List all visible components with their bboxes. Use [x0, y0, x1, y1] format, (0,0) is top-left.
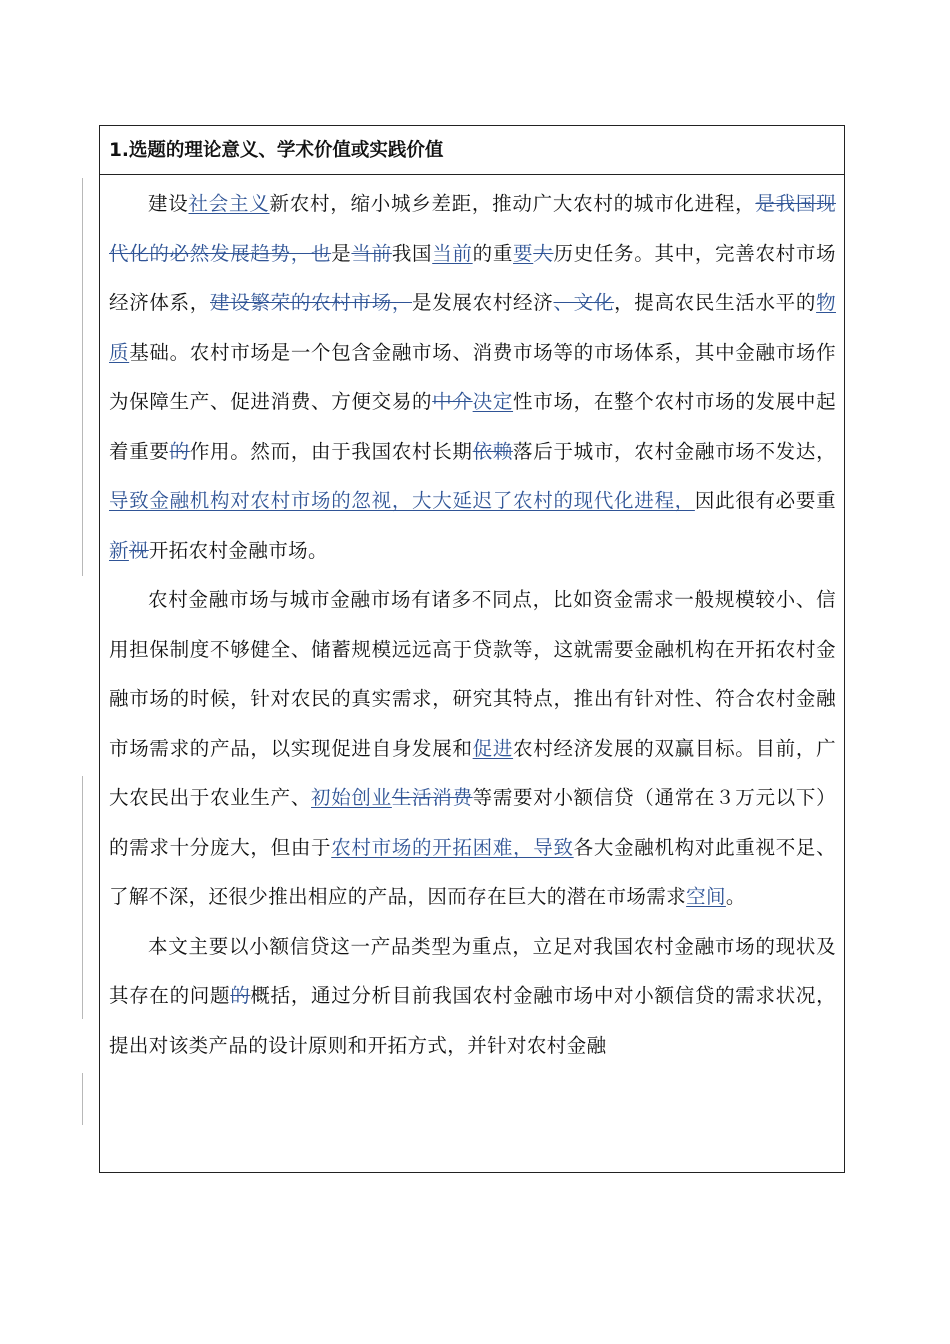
- deleted-text: 大: [533, 241, 554, 265]
- text: 我国: [391, 241, 433, 265]
- text: 落后于城市，农村金融市场不发达，: [513, 439, 836, 463]
- section-heading: 1.选题的理论意义、学术价值或实践价值: [100, 126, 844, 175]
- table-cell-box: [99, 125, 845, 1173]
- deleted-text: 、文化: [553, 291, 615, 314]
- inserted-text: 要: [513, 241, 534, 265]
- text: 建设: [148, 192, 189, 215]
- text: 基础。农村市场是一个包含金融市场、消费市场等的市场体系，其中金融市场作为保障生产、促进消费、方便交易的: [109, 340, 836, 413]
- deleted-text: 当前: [351, 241, 392, 265]
- deleted-text: 是我国现代化的必然发展趋势，也: [109, 192, 836, 265]
- inserted-text: 决定: [472, 390, 514, 413]
- text: 因此很有必要重: [694, 489, 836, 512]
- inserted-text: 社会主义: [188, 192, 270, 215]
- deleted-text: 依赖: [472, 439, 514, 463]
- section-content: [100, 175, 844, 1070]
- text: 概括，通过分析目前我国农村金融市场中对小额信贷的需求状况，提出对该类产品的设计原则和开拓方式，并针对农村金融: [109, 984, 836, 1057]
- text: 新农村，缩小城乡差距，推动广大农村的城市化进程，: [269, 192, 756, 215]
- text: 历史任务。其中，完善农村市场经济体系，: [109, 241, 836, 314]
- inserted-text: 空间: [686, 885, 726, 908]
- text: 是发展农村经济: [412, 291, 554, 314]
- deleted-text: 视: [128, 538, 149, 562]
- deleted-text: 中介: [432, 390, 473, 413]
- text: 等需要对小额信贷（通常在３万元以下）的需求十分庞大，但由于: [109, 786, 836, 859]
- text: 。: [725, 885, 746, 908]
- deleted-text: 生活消费: [391, 786, 473, 809]
- paragraph-1: [109, 179, 836, 575]
- text: 农村经济发展的双赢目标。目前，广大农民出于农业生产、: [109, 736, 836, 809]
- text: 本文主要以小额信贷这一产品类型为重点，立足对我国农村金融市场的现状及其存在的问题: [109, 934, 836, 1007]
- deleted-text: 的: [169, 439, 190, 463]
- paragraph-3: [109, 922, 836, 1071]
- inserted-text: 初始创业: [311, 786, 392, 809]
- deleted-text: 建设繁荣的农村市场，: [210, 291, 413, 314]
- change-bar: [82, 1073, 83, 1125]
- text: 作用。然而，由于我国农村长期: [189, 439, 473, 463]
- text: ，提高农民生活水平的: [614, 291, 817, 314]
- inserted-text: 促进: [472, 736, 514, 760]
- text: 是: [331, 241, 352, 265]
- inserted-text: 物质: [109, 291, 836, 364]
- text: 农村金融市场与城市金融市场有诸多不同点，比如资金需求一般规模较小、信用担保制度不够健全、储蓄规模远远高于贷款等，这就需要金融机构在开拓农村金融市场的时候，针对农民的真实需求，研究其特点，推出有针对性、符合农村金融市场需求的产品，以实现促进自身发展和: [109, 588, 836, 760]
- paragraph-2: [109, 575, 836, 922]
- change-bar: [82, 776, 83, 1019]
- text: 开拓农村金融市场。: [148, 538, 328, 562]
- text: 的重: [472, 241, 514, 265]
- deleted-text: 的: [230, 984, 251, 1007]
- inserted-text: 新: [109, 538, 129, 562]
- inserted-text: 农村市场的开拓困难，导致: [331, 835, 574, 859]
- inserted-text: 当前: [432, 241, 473, 265]
- text: 各大金融机构对此重视不足、了解不深，还很少推出相应的产品，因而存在巨大的潜在市场需求: [109, 835, 836, 908]
- change-bar: [82, 178, 83, 576]
- text: 性市场，在整个农村市场的发展中起着重要: [109, 390, 836, 463]
- inserted-text: 导致金融机构对农村市场的忽视，大大延迟了农村的现代化进程，: [109, 489, 695, 512]
